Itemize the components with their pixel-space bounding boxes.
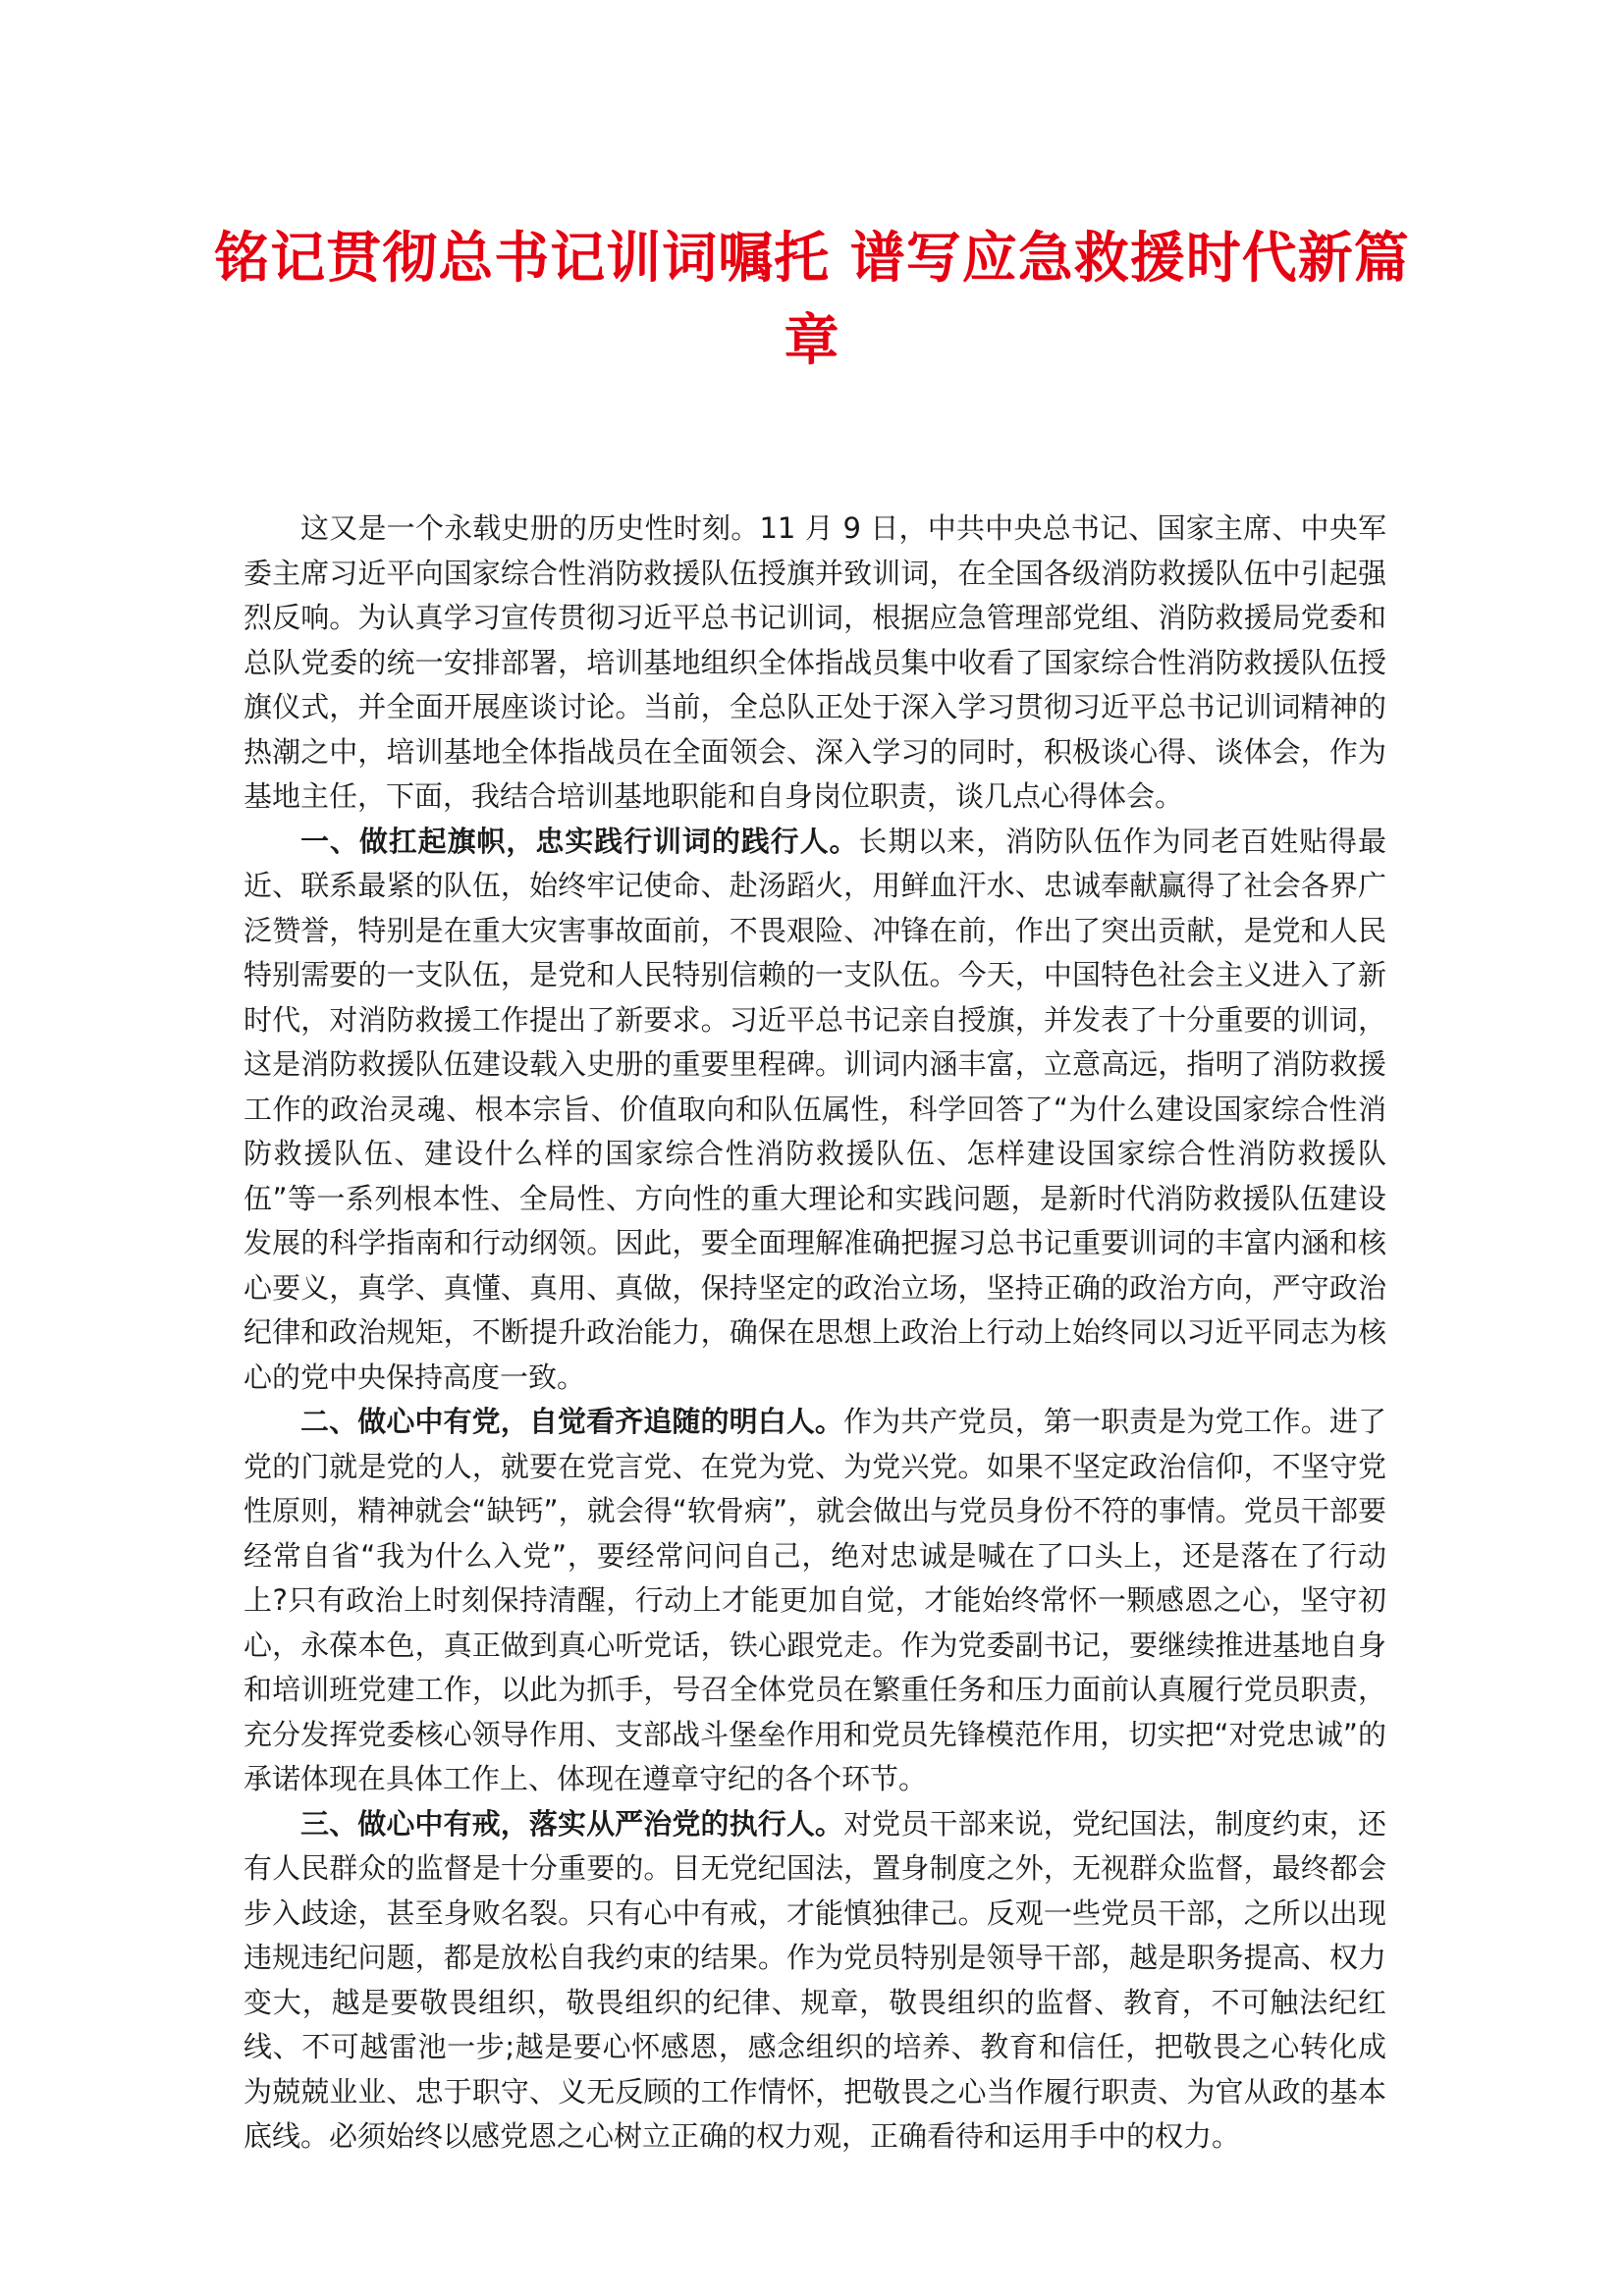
- section-paragraph-3: [244, 1802, 1386, 2160]
- section-heading-3: 三、做心中有戒，落实从严治党的执行人。: [300, 1806, 844, 1841]
- section-text-2: 作为共产党员，第一职责是为党工作。进了党的门就是党的人，就要在党言党、在党为党、为党兴党。如果不坚定政治信仰，不坚守党性原则，精神就会“缺钙”，就会得“软骨病”，就会做出与党员身份不符的事情。党员干部要经常自省“我为什么入党”，要经常问问自己，绝对忠诚是喊在了口头上，还是落在了行动上?只有政治上时刻保持清醒，行动上才能更加自觉，才能始终常怀一颗感恩之心，坚守初心，永葆本色，真正做到真心听党话，铁心跟党走。作为党委副书记，要继续推进基地自身和培训班党建工作，以此为抓手，号召全体党员在繁重任务和压力面前认真履行党员职责，充分发挥党委核心领导作用、支部战斗堡垒作用和党员先锋模范作用，切实把“对党忠诚”的承诺体现在具体工作上、体现在遵章守纪的各个环节。: [244, 1405, 1386, 1795]
- section-paragraph-2: [244, 1400, 1386, 1802]
- section-heading-2: 二、做心中有党，自觉看齐追随的明白人。: [300, 1405, 844, 1438]
- section-text-1: 长期以来，消防队伍作为同老百姓贴得最近、联系最紧的队伍，始终牢记使命、赴汤蹈火，用鲜血汗水、忠诚奉献赢得了社会各界广泛赞誉，特别是在重大灾害事故面前，不畏艰险、冲锋在前，作出了突出贡献，是党和人民特别需要的一支队伍，是党和人民特别信赖的一支队伍。今天，中国特色社会主义进入了新时代，对消防救援工作提出了新要求。习近平总书记亲自授旗，并发表了十分重要的训词，这是消防救援队伍建设载入史册的重要里程碑。训词内涵丰富，立意高远，指明了消防救援工作的政治灵魂、根本宗旨、价值取向和队伍属性，科学回答了“为什么建设国家综合性消防救援队伍、建设什么样的国家综合性消防救援队伍、怎样建设国家综合性消防救援队伍”等一系列根本性、全局性、方向性的重大理论和实践问题，是新时代消防救援队伍建设发展的科学指南和行动纲领。因此，要全面理解准确把握习总书记重要训词的丰富内涵和核心要义，真学、真懂、真用、真做，保持坚定的政治立场，坚持正确的政治方向，严守政治纪律和政治规矩，不断提升政治能力，确保在思想上政治上行动上始终同以习近平同志为核心的党中央保持高度一致。: [244, 824, 1386, 1394]
- section-heading-1: 一、做扛起旗帜，忠实践行训词的践行人。: [300, 824, 859, 858]
- section-text-3: 对党员干部来说，党纪国法，制度约束，还有人民群众的监督是十分重要的。目无党纪国法，置身制度之外，无视群众监督，最终都会步入歧途，甚至身败名裂。只有心中有戒，才能慎独律己。反观一些党员干部，之所以出现违规违纪问题，都是放松自我约束的结果。作为党员特别是领导干部，越是职务提高、权力变大，越是要敬畏组织，敬畏组织的纪律、规章，敬畏组织的监督、教育，不可触法纪红线、不可越雷池一步;越是要心怀感恩，感念组织的培养、教育和信任，把敬畏之心转化成为兢兢业业、忠于职守、义无反顾的工作情怀，把敬畏之心当作履行职责、为官从政的基本底线。必须始终以感党恩之心树立正确的权力观，正确看待和运用手中的权力。: [244, 1806, 1386, 2153]
- section-paragraph-1: [244, 820, 1386, 1401]
- intro-paragraph: 这又是一个永载史册的历史性时刻。11 月 9 日，中共中央总书记、国家主席、中央军委主席习近平向国家综合性消防救援队伍授旗并致训词，在全国各级消防救援队伍中引起强烈反响。为认真学习宣传贯彻习近平总书记训词，根据应急管理部党组、消防救援局党委和总队党委的统一安排部署，培训基地组织全体指战员集中收看了国家综合性消防救援队伍授旗仪式，并全面开展座谈讨论。当前，全总队正处于深入学习贯彻习近平总书记训词精神的热潮之中，培训基地全体指战员在全面领会、深入学习的同时，积极谈心得、谈体会，作为基地主任，下面，我结合培训基地职能和自身岗位职责，谈几点心得体会。: [244, 511, 1386, 813]
- document-body: [244, 507, 1386, 2160]
- document-title: 铭记贯彻总书记训词嘱托 谱写应急救援时代新篇章: [214, 227, 1410, 373]
